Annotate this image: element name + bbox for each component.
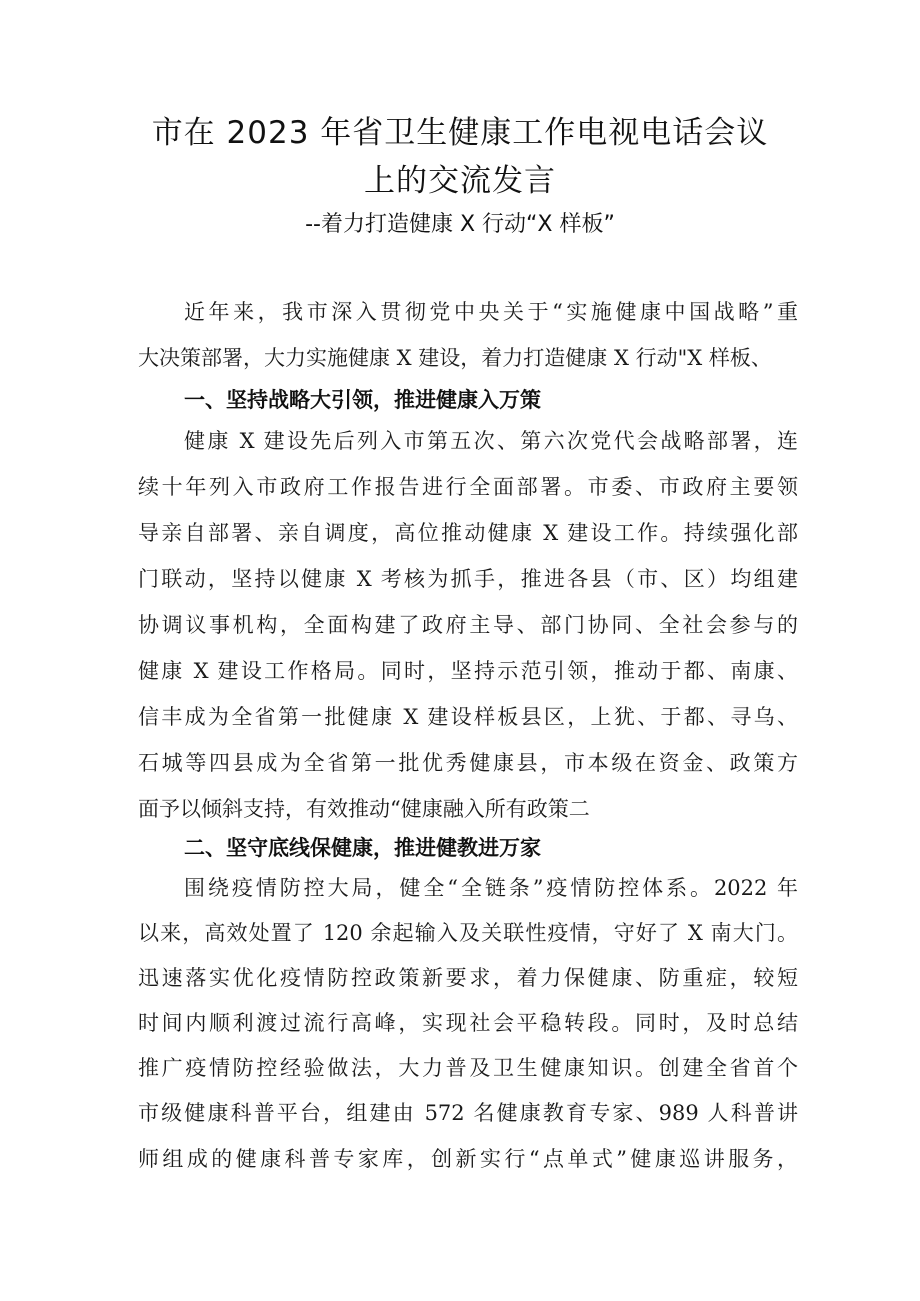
document-subtitle: --着力打造健康 X 行动“X 样板” [305,212,615,237]
intro-line: 近年来，我市深入贯彻党中央关于“实施健康中国战略”重 [184,300,798,324]
section-1-line: 信丰成为全省第一批健康 X 建设样板县区，上犹、于都、寻乌、 [138,705,798,729]
document-title-line-2: 上的交流发言 [364,163,556,199]
section-2-line: 时间内顺利渡过流行高峰，实现社会平稳转段。同时，及时总结 [138,1011,798,1035]
section-1-line: 健康 X 建设工作格局。同时，坚持示范引领，推动于都、南康、 [138,659,798,683]
section-1-line: 健康 X 建设先后列入市第五次、第六次党代会战略部署，连 [184,429,798,453]
section-1-heading: 一、坚持战略大引领，推进健康入万策 [184,388,541,412]
section-2-line: 以来，高效处置了 120 余起输入及关联性疫情，守好了 X 南大门。 [138,921,798,945]
section-1-line: 导亲自部署、亲自调度，高位推动健康 X 建设工作。持续强化部 [138,521,798,545]
section-2-line: 市级健康科普平台，组建由 572 名健康教育专家、989 人科普讲 [138,1101,798,1125]
document-title-line-1: 市在 2023 年省卫生健康工作电视电话会议 [151,115,769,151]
section-1-line: 面予以倾斜支持，有效推动“健康融入所有政策二 [138,797,590,821]
section-2-line: 迅速落实优化疫情防控政策新要求，着力保健康、防重症，较短 [138,966,798,990]
section-2-line: 师组成的健康科普专家库，创新实行“点单式”健康巡讲服务， [138,1147,798,1171]
intro-line: 大决策部署，大力实施健康 X 建设，着力打造健康 X 行动"X 样板、 [138,346,772,370]
section-1-line: 续十年列入市政府工作报告进行全面部署。市委、市政府主要领 [138,475,798,499]
section-2-line: 推广疫情防控经验做法，大力普及卫生健康知识。创建全省首个 [138,1056,798,1080]
section-2-heading: 二、坚守底线保健康，推进健教进万家 [184,836,541,860]
section-2-line: 围绕疫情防控大局，健全“全链条”疫情防控体系。2022 年 [184,876,798,900]
section-1-line: 门联动，坚持以健康 X 考核为抓手，推进各县（市、区）均组建 [138,567,798,591]
section-1-line: 协调议事机构，全面构建了政府主导、部门协同、全社会参与的 [138,613,798,637]
section-1-line: 石城等四县成为全省第一批优秀健康县，市本级在资金、政策方 [138,751,798,775]
